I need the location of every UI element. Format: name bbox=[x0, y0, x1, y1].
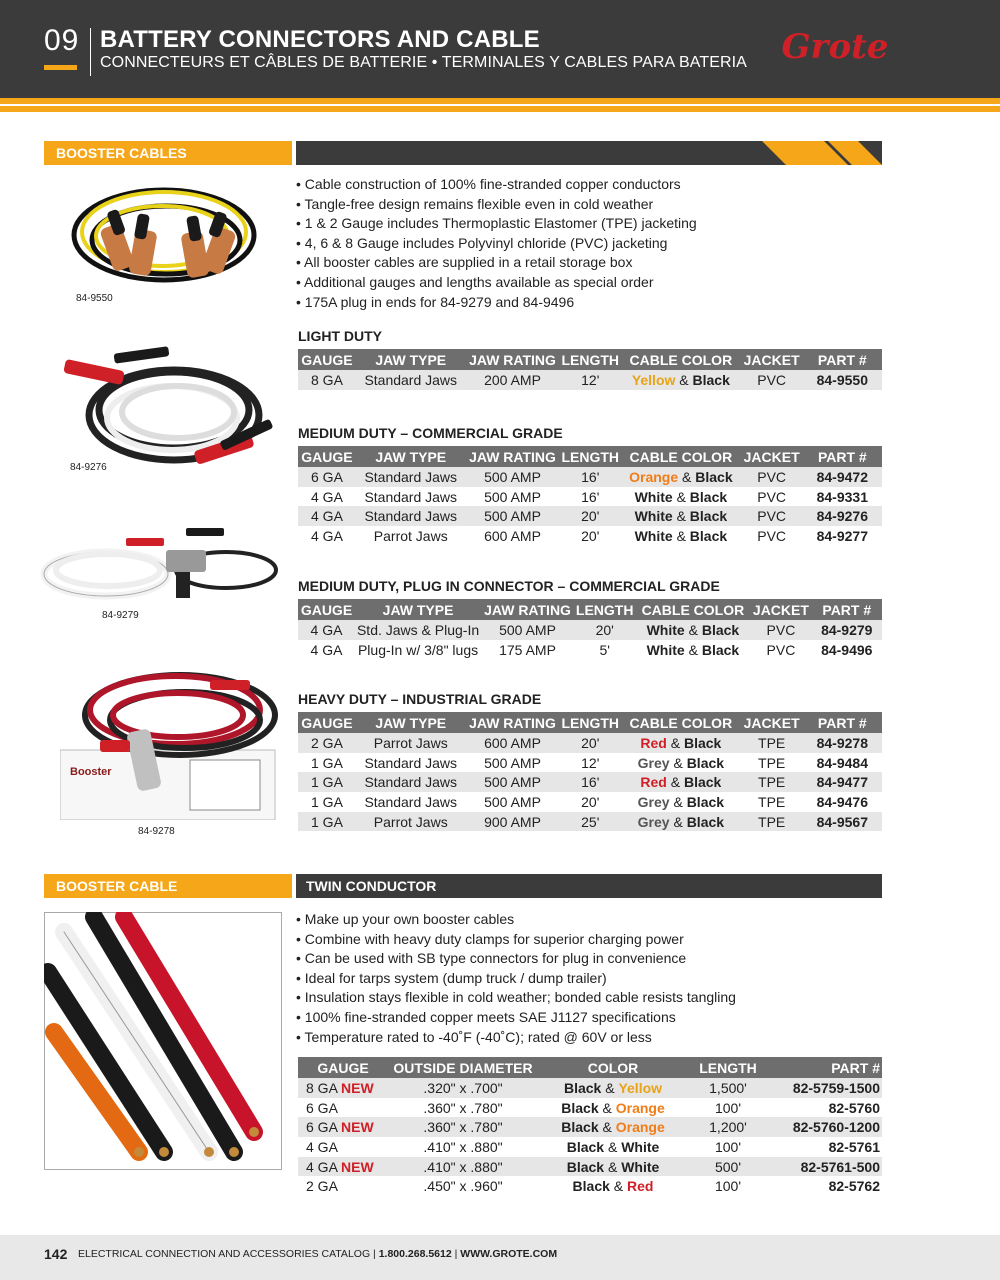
color-name: White bbox=[621, 1138, 660, 1155]
length-cell: 5' bbox=[599, 641, 610, 658]
color-name: Black bbox=[701, 641, 740, 658]
part-number-cell: 84-9276 bbox=[803, 506, 882, 526]
logo-wordmark: Grote bbox=[781, 27, 889, 67]
table-row bbox=[298, 733, 882, 753]
color-name: Grey bbox=[637, 793, 670, 810]
color-name: White bbox=[621, 1158, 660, 1175]
length-cell: 20' bbox=[559, 506, 621, 526]
page-title: BATTERY CONNECTORS AND CABLE bbox=[100, 26, 540, 53]
table-header-row bbox=[298, 349, 882, 370]
part-header: PART # bbox=[768, 1057, 882, 1078]
image-caption: 84-9276 bbox=[70, 462, 107, 473]
table-row bbox=[298, 1176, 882, 1196]
length-cell: 500' bbox=[688, 1157, 768, 1177]
color-name: Black bbox=[686, 754, 725, 771]
medium-duty-title: MEDIUM DUTY – COMMERCIAL GRADE bbox=[298, 425, 563, 441]
table-row bbox=[298, 772, 882, 792]
cable-color-cell bbox=[621, 526, 741, 546]
gauge-cell bbox=[298, 1137, 388, 1157]
gauge-cell: 1 GA bbox=[298, 772, 356, 792]
outside-diameter-cell: .410" x .880" bbox=[388, 1157, 538, 1177]
gauge-value: 4 GA bbox=[306, 1158, 338, 1175]
gauge-header: GAUGE bbox=[298, 712, 356, 733]
outside-diameter-cell: .360" x .780" bbox=[388, 1117, 538, 1137]
length-header: LENGTH bbox=[574, 599, 636, 620]
cable-color-header: CABLE COLOR bbox=[621, 349, 741, 370]
length-cell: 20' bbox=[559, 733, 621, 753]
cable-color-cell bbox=[621, 467, 741, 487]
jacket-cell: PVC bbox=[741, 467, 803, 487]
header-divider bbox=[90, 28, 91, 76]
color-separator: & bbox=[605, 1079, 615, 1096]
color-name: Red bbox=[640, 774, 667, 791]
booster-cables-features bbox=[296, 175, 697, 312]
table-row bbox=[298, 753, 882, 773]
table-row bbox=[298, 1137, 882, 1157]
color-name: Yellow bbox=[618, 1079, 663, 1096]
part-number-cell: 84-9277 bbox=[816, 527, 868, 544]
jaw-type-cell: Parrot Jaws bbox=[373, 527, 448, 544]
color-name: Black bbox=[566, 1138, 605, 1155]
gauge-value: 8 GA bbox=[306, 1079, 338, 1096]
color-name: Black bbox=[572, 1178, 610, 1195]
jaw-rating-header: JAW RATING bbox=[481, 599, 574, 620]
jaw-type-header: JAW TYPE bbox=[356, 349, 466, 370]
jacket-cell: TPE bbox=[741, 772, 803, 792]
color-name: Black bbox=[563, 1079, 602, 1096]
color-name: Black bbox=[686, 813, 725, 830]
color-name: White bbox=[634, 508, 673, 525]
light-duty-table bbox=[298, 349, 882, 390]
light-duty-title: LIGHT DUTY bbox=[298, 328, 382, 344]
color-name: White bbox=[646, 641, 685, 658]
product-image-84-9276 bbox=[44, 330, 284, 480]
feature-item: • Temperature rated to -40˚F (-40˚C); rated @ 60V or less bbox=[296, 1028, 736, 1048]
color-separator: & bbox=[676, 508, 686, 525]
length-header: LENGTH bbox=[559, 712, 621, 733]
gauge-cell: 6 GA bbox=[298, 467, 356, 487]
part-number-cell: 82-5759-1500 bbox=[768, 1078, 882, 1098]
product-image-84-9278 bbox=[60, 660, 282, 820]
part-number-cell: 82-5761 bbox=[828, 1138, 880, 1155]
length-cell: 1,200' bbox=[688, 1117, 768, 1137]
jaw-rating-cell: 500 AMP bbox=[484, 793, 541, 810]
twin-conductor-table bbox=[298, 1057, 882, 1196]
color-header: COLOR bbox=[538, 1057, 688, 1078]
part-number-cell: 84-9331 bbox=[816, 488, 868, 505]
jacket-header: JACKET bbox=[750, 599, 811, 620]
length-header: LENGTH bbox=[688, 1057, 768, 1078]
table-row bbox=[298, 370, 882, 390]
table-row bbox=[298, 792, 882, 812]
jaw-rating-header: JAW RATING bbox=[466, 712, 560, 733]
gauge-value: 2 GA bbox=[306, 1178, 338, 1195]
booster-cable-features bbox=[296, 910, 736, 1047]
gauge-cell: 8 GA bbox=[298, 370, 356, 390]
jaw-rating-cell: 175 AMP bbox=[499, 641, 556, 658]
feature-item: • Can be used with SB type connectors for plug in convenience bbox=[296, 949, 736, 969]
jaw-rating-header: JAW RATING bbox=[466, 446, 560, 467]
grote-logo bbox=[780, 18, 890, 78]
image-caption: 84-9278 bbox=[138, 826, 175, 837]
booster-cable-label: BOOSTER CABLE bbox=[44, 874, 292, 898]
cable-color-cell bbox=[635, 640, 750, 660]
jacket-cell: PVC bbox=[757, 488, 787, 505]
feature-item: • 175A plug in ends for 84-9279 and 84-9496 bbox=[296, 293, 697, 313]
length-cell: 20' bbox=[581, 527, 600, 544]
table-header-row bbox=[298, 599, 882, 620]
color-name: White bbox=[634, 527, 673, 544]
gauge-cell bbox=[298, 1176, 388, 1196]
part-number-cell: 84-9567 bbox=[803, 812, 882, 832]
feature-item: • Cable construction of 100% fine-stranded copper conductors bbox=[296, 175, 697, 195]
jaw-type-cell: Parrot Jaws bbox=[356, 733, 466, 753]
color-name: Black bbox=[683, 774, 722, 791]
color-name: White bbox=[646, 621, 685, 638]
footer-website[interactable]: WWW.GROTE.COM bbox=[460, 1248, 558, 1260]
feature-item: • Tangle-free design remains flexible even in cold weather bbox=[296, 195, 697, 215]
length-cell: 1,500' bbox=[688, 1078, 768, 1098]
cable-color-cell bbox=[621, 753, 741, 773]
part-number-cell: 84-9484 bbox=[816, 754, 868, 771]
jaw-rating-header: JAW RATING bbox=[466, 349, 560, 370]
gauge-cell: 4 GA bbox=[298, 620, 355, 640]
part-header: PART # bbox=[803, 349, 882, 370]
part-number-cell: 84-9278 bbox=[803, 733, 882, 753]
cable-color-cell bbox=[621, 772, 741, 792]
table-row bbox=[298, 1098, 882, 1118]
jaw-type-cell: Plug-In w/ 3/8" lugs bbox=[357, 641, 479, 658]
color-separator: & bbox=[607, 1138, 618, 1155]
color-separator: & bbox=[682, 468, 692, 485]
part-number-cell: 84-9496 bbox=[821, 641, 873, 658]
product-image-84-9279 bbox=[36, 522, 286, 612]
jacket-cell: TPE bbox=[741, 733, 803, 753]
jaw-rating-cell: 200 AMP bbox=[466, 370, 560, 390]
jaw-rating-cell: 900 AMP bbox=[466, 812, 560, 832]
cable-color-cell bbox=[621, 487, 741, 507]
color-separator: & bbox=[613, 1178, 624, 1195]
color-name: Black bbox=[695, 468, 733, 485]
jaw-rating-cell: 500 AMP bbox=[484, 488, 541, 505]
color-name: Black bbox=[689, 508, 728, 525]
new-badge: NEW bbox=[341, 1079, 374, 1096]
cable-color-header: CABLE COLOR bbox=[621, 446, 741, 467]
footer-text: ELECTRICAL CONNECTION AND ACCESSORIES CATALOG | 1.800.268.5612 | WWW.GROTE.COM bbox=[78, 1248, 558, 1260]
gauge-cell bbox=[298, 1157, 388, 1177]
color-separator: & bbox=[602, 1099, 612, 1116]
gauge-cell: 4 GA bbox=[311, 488, 343, 505]
color-name: Black bbox=[692, 371, 730, 388]
color-separator: & bbox=[673, 793, 683, 810]
table-row bbox=[298, 812, 882, 832]
footer-catalog: ELECTRICAL CONNECTION AND ACCESSORIES CATALOG bbox=[78, 1248, 371, 1260]
section-bar bbox=[296, 141, 882, 165]
part-number-cell: 84-9477 bbox=[803, 772, 882, 792]
color-cell bbox=[538, 1137, 688, 1157]
table-row bbox=[298, 640, 882, 660]
jaw-type-header: JAW TYPE bbox=[356, 712, 466, 733]
plug-in-table bbox=[298, 599, 882, 659]
jacket-header: JACKET bbox=[741, 446, 803, 467]
outside-diameter-header: OUTSIDE DIAMETER bbox=[388, 1057, 538, 1078]
gauge-value: 6 GA bbox=[306, 1099, 338, 1116]
cable-color-cell bbox=[621, 792, 741, 812]
jacket-cell: PVC bbox=[757, 527, 787, 544]
cable-color-cell bbox=[621, 506, 741, 526]
gauge-header: GAUGE bbox=[298, 599, 355, 620]
color-cell bbox=[538, 1176, 688, 1196]
gauge-cell bbox=[298, 1078, 388, 1098]
length-cell: 16' bbox=[559, 467, 621, 487]
jaw-type-header: JAW TYPE bbox=[355, 599, 481, 620]
part-number-cell: 82-5760-1200 bbox=[768, 1117, 882, 1137]
gauge-value: 6 GA bbox=[306, 1119, 338, 1136]
jaw-type-cell: Standard Jaws bbox=[364, 793, 458, 810]
new-badge: NEW bbox=[341, 1119, 374, 1136]
length-cell: 20' bbox=[574, 620, 636, 640]
length-cell: 25' bbox=[559, 812, 621, 832]
color-name: Black bbox=[561, 1119, 599, 1136]
jacket-cell: TPE bbox=[741, 812, 803, 832]
jaw-type-cell: Standard Jaws bbox=[364, 488, 458, 505]
table-row bbox=[298, 1117, 882, 1137]
gauge-header: GAUGE bbox=[298, 1057, 388, 1078]
color-separator: & bbox=[670, 774, 681, 791]
jacket-cell: PVC bbox=[741, 370, 803, 390]
feature-item: • Additional gauges and lengths available as special order bbox=[296, 273, 697, 293]
color-separator: & bbox=[607, 1158, 618, 1175]
heavy-duty-title: HEAVY DUTY – INDUSTRIAL GRADE bbox=[298, 691, 542, 707]
length-cell: 16' bbox=[581, 488, 600, 505]
gauge-cell: 2 GA bbox=[298, 733, 356, 753]
outside-diameter-cell: .410" x .880" bbox=[423, 1138, 503, 1155]
part-number-cell: 84-9476 bbox=[816, 793, 868, 810]
feature-item: • Combine with heavy duty clamps for superior charging power bbox=[296, 930, 736, 950]
jaw-type-cell: Standard Jaws bbox=[356, 772, 466, 792]
gauge-header: GAUGE bbox=[298, 446, 356, 467]
length-cell: 100' bbox=[714, 1178, 742, 1195]
cable-color-header: CABLE COLOR bbox=[621, 712, 741, 733]
table-row bbox=[298, 1157, 882, 1177]
length-header: LENGTH bbox=[559, 349, 621, 370]
jacket-header: JACKET bbox=[741, 349, 803, 370]
length-cell: 12' bbox=[559, 370, 621, 390]
color-name: Black bbox=[566, 1158, 605, 1175]
section-bar-chevron bbox=[762, 141, 882, 165]
feature-item: • 4, 6 & 8 Gauge includes Polyvinyl chloride (PVC) jacketing bbox=[296, 234, 697, 254]
length-cell: 20' bbox=[581, 793, 600, 810]
color-separator: & bbox=[670, 734, 681, 751]
cable-color-cell bbox=[635, 620, 750, 640]
color-name: Black bbox=[701, 621, 740, 638]
product-image-twin-cable bbox=[44, 912, 282, 1170]
chapter-number: 09 bbox=[44, 24, 80, 57]
plug-in-title: MEDIUM DUTY, PLUG IN CONNECTOR – COMMERCIAL GRADE bbox=[298, 578, 720, 594]
color-separator: & bbox=[673, 813, 683, 830]
part-number-cell: 82-5761-500 bbox=[768, 1157, 882, 1177]
jacket-cell: PVC bbox=[766, 641, 796, 658]
part-number-cell: 82-5760 bbox=[828, 1099, 880, 1116]
part-number-cell: 84-9550 bbox=[803, 370, 882, 390]
jaw-rating-cell: 500 AMP bbox=[484, 754, 541, 771]
feature-item: • 100% fine-stranded copper meets SAE J1127 specifications bbox=[296, 1008, 736, 1028]
table-header-row bbox=[298, 446, 882, 467]
part-header: PART # bbox=[812, 599, 882, 620]
jaw-type-cell: Standard Jaws bbox=[364, 754, 458, 771]
feature-item: • All booster cables are supplied in a retail storage box bbox=[296, 253, 697, 273]
header-accent-strip bbox=[0, 98, 1000, 112]
part-header: PART # bbox=[803, 446, 882, 467]
color-name: Orange bbox=[615, 1099, 665, 1116]
part-number-cell: 82-5762 bbox=[828, 1178, 880, 1195]
product-image-84-9550 bbox=[44, 170, 284, 300]
color-separator: & bbox=[673, 754, 683, 771]
color-name: Black bbox=[561, 1099, 599, 1116]
gauge-cell: 1 GA bbox=[311, 754, 343, 771]
svg-text:Booster: Booster bbox=[70, 766, 112, 778]
color-separator: & bbox=[676, 488, 686, 505]
gauge-cell: 1 GA bbox=[298, 812, 356, 832]
feature-item: • Insulation stays flexible in cold weather; bonded cable resists tangling bbox=[296, 988, 736, 1008]
gauge-cell bbox=[298, 1117, 388, 1137]
cable-color-cell bbox=[621, 812, 741, 832]
jaw-type-cell: Standard Jaws bbox=[356, 370, 466, 390]
booster-cables-label: BOOSTER CABLES bbox=[44, 141, 292, 165]
section-bar bbox=[296, 874, 882, 898]
color-separator: & bbox=[679, 371, 689, 388]
page-number: 142 bbox=[44, 1246, 68, 1262]
cable-color-cell bbox=[621, 370, 741, 390]
jacket-cell: PVC bbox=[741, 506, 803, 526]
gauge-header: GAUGE bbox=[298, 349, 356, 370]
color-cell bbox=[538, 1098, 688, 1118]
table-header-row bbox=[298, 1057, 882, 1078]
gauge-cell bbox=[298, 1098, 388, 1118]
gauge-value: 4 GA bbox=[306, 1138, 338, 1155]
table-row bbox=[298, 526, 882, 546]
new-badge: NEW bbox=[341, 1158, 374, 1175]
color-name: Black bbox=[689, 527, 728, 544]
color-cell bbox=[538, 1078, 688, 1098]
jaw-type-cell: Standard Jaws bbox=[356, 506, 466, 526]
color-name: Red bbox=[627, 1178, 654, 1195]
cable-color-header: CABLE COLOR bbox=[635, 599, 750, 620]
length-cell: 100' bbox=[714, 1099, 742, 1116]
feature-item: • Ideal for tarps system (dump truck / dump trailer) bbox=[296, 969, 736, 989]
length-cell: 12' bbox=[581, 754, 600, 771]
length-header: LENGTH bbox=[559, 446, 621, 467]
image-caption: 84-9279 bbox=[102, 610, 139, 621]
color-name: White bbox=[634, 488, 673, 505]
gauge-cell: 1 GA bbox=[311, 793, 343, 810]
table-row bbox=[298, 620, 882, 640]
color-name: Orange bbox=[629, 468, 679, 485]
outside-diameter-cell: .450" x .960" bbox=[423, 1178, 503, 1195]
footer-phone: 1.800.268.5612 bbox=[378, 1248, 452, 1260]
gauge-cell: 4 GA bbox=[311, 527, 343, 544]
outside-diameter-cell: .320" x .700" bbox=[388, 1078, 538, 1098]
part-number-cell: 84-9472 bbox=[803, 467, 882, 487]
page-subtitle: CONNECTEURS ET CÂBLES DE BATTERIE • TERMINALES Y CABLES PARA BATERIA bbox=[100, 54, 747, 71]
jaw-type-cell: Standard Jaws bbox=[356, 467, 466, 487]
color-separator: & bbox=[602, 1119, 612, 1136]
feature-item: • Make up your own booster cables bbox=[296, 910, 736, 930]
jaw-rating-cell: 500 AMP bbox=[466, 467, 560, 487]
jacket-cell: TPE bbox=[758, 793, 786, 810]
table-row bbox=[298, 1078, 882, 1098]
color-name: Red bbox=[640, 734, 667, 751]
jaw-rating-cell: 600 AMP bbox=[484, 527, 541, 544]
jacket-cell: TPE bbox=[758, 754, 786, 771]
jacket-cell: PVC bbox=[750, 620, 811, 640]
gauge-cell: 4 GA bbox=[298, 506, 356, 526]
color-separator: & bbox=[688, 621, 698, 638]
color-name: Black bbox=[689, 488, 728, 505]
color-name: Yellow bbox=[631, 371, 676, 388]
jacket-header: JACKET bbox=[741, 712, 803, 733]
length-cell: 100' bbox=[714, 1138, 742, 1155]
jaw-type-cell: Std. Jaws & Plug-In bbox=[356, 621, 480, 638]
chapter-underline bbox=[44, 65, 77, 70]
medium-duty-table bbox=[298, 446, 882, 546]
jaw-type-cell: Parrot Jaws bbox=[356, 812, 466, 832]
gauge-cell: 4 GA bbox=[310, 641, 343, 658]
image-caption: 84-9550 bbox=[76, 293, 113, 304]
color-name: Grey bbox=[637, 813, 670, 830]
twin-conductor-label: TWIN CONDUCTOR bbox=[306, 878, 437, 894]
color-name: Orange bbox=[615, 1119, 665, 1136]
table-row bbox=[298, 506, 882, 526]
length-cell: 16' bbox=[559, 772, 621, 792]
jaw-rating-cell: 500 AMP bbox=[481, 620, 574, 640]
cable-color-cell bbox=[621, 733, 741, 753]
color-name: Black bbox=[683, 734, 722, 751]
part-header: PART # bbox=[803, 712, 882, 733]
color-name: Grey bbox=[637, 754, 670, 771]
color-cell bbox=[538, 1157, 688, 1177]
table-row bbox=[298, 467, 882, 487]
table-header-row bbox=[298, 712, 882, 733]
color-separator: & bbox=[688, 641, 698, 658]
feature-item: • 1 & 2 Gauge includes Thermoplastic Elastomer (TPE) jacketing bbox=[296, 214, 697, 234]
heavy-duty-table bbox=[298, 712, 882, 831]
jaw-rating-cell: 600 AMP bbox=[466, 733, 560, 753]
color-name: Black bbox=[686, 793, 725, 810]
color-separator: & bbox=[676, 527, 686, 544]
jaw-rating-cell: 500 AMP bbox=[466, 772, 560, 792]
table-row bbox=[298, 487, 882, 507]
jaw-type-header: JAW TYPE bbox=[356, 446, 466, 467]
color-cell bbox=[538, 1117, 688, 1137]
outside-diameter-cell: .360" x .780" bbox=[423, 1099, 503, 1116]
part-number-cell: 84-9279 bbox=[812, 620, 882, 640]
jaw-rating-cell: 500 AMP bbox=[466, 506, 560, 526]
